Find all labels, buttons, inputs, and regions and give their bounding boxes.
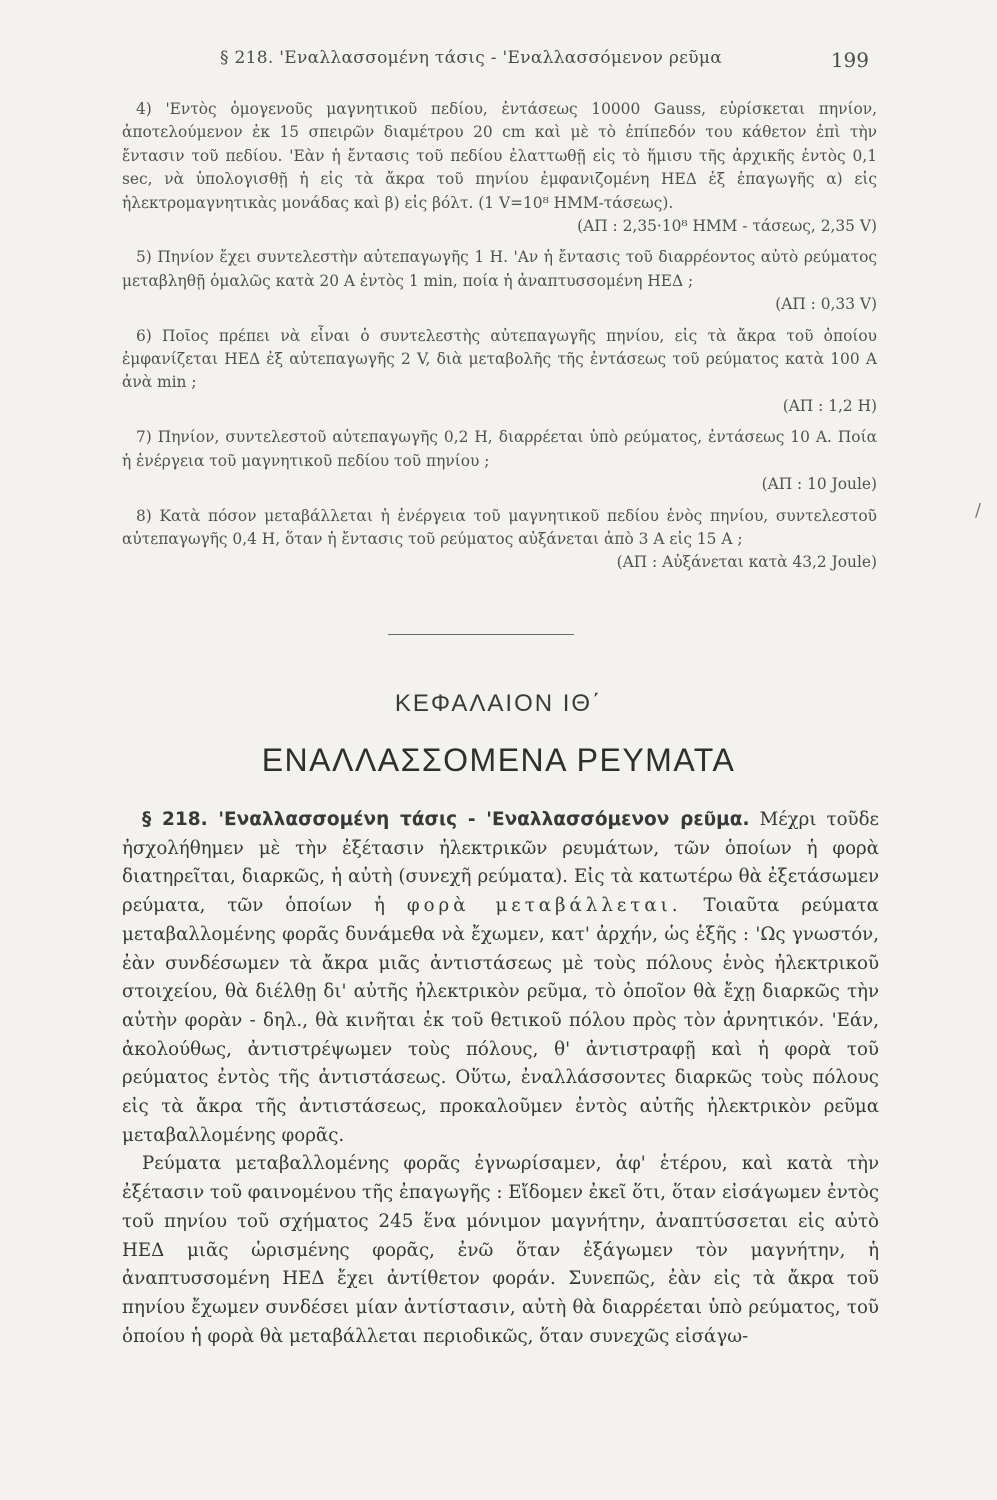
chapter-label: ΚΕΦΑΛΑΙΟΝ ΙΘ΄ xyxy=(394,690,603,717)
problem-item xyxy=(122,426,877,496)
problem-item xyxy=(122,325,877,419)
problem-text: 8) Κατὰ πόσον μεταβάλλεται ἡ ἐνέργεια τοῦ μαγνητικοῦ πεδίου ἑνὸς πηνίου, συντελεστοῦ αὐτεπαγωγῆς 0,4 Η, ὅταν ἡ ἔντασις τοῦ ρεύματος αὐξάνεται ἀπὸ 3 Α εἰς 15 Α ; xyxy=(122,506,877,548)
problem-item xyxy=(122,98,877,238)
problem-answer: (ΑΠ : 0,33 V) xyxy=(775,295,877,314)
problem-text: 6) Ποῖος πρέπει νὰ εἶναι ὁ συντελεστὴς αὐτεπαγωγῆς πηνίου, εἰς τὰ ἄκρα τοῦ ὁποίου ἐμφανίζεται ΗΕΔ ἐξ αὐτεπαγωγῆς 2 V, διὰ μεταβολῆς τῆς ἐντάσεως τοῦ ρεύματος κατὰ 100 Α ἀνὰ min ; xyxy=(122,326,877,392)
problem-answer: (ΑΠ : 10 Joule) xyxy=(761,475,877,494)
problem-answer: (ΑΠ : 1,2 Η) xyxy=(782,396,877,415)
section-paragraph xyxy=(122,1150,879,1351)
page-number: 199 xyxy=(830,48,869,72)
problem-text: 5) Πηνίον ἔχει συντελεστὴν αὐτεπαγωγῆς 1 Η. 'Αν ἡ ἔντασις τοῦ διαρρέοντος αὐτὸ ρεύματος μεταβληθῇ ὁμαλῶς κατὰ 20 Α ἐντὸς 1 min, ποία ἡ ἀναπτυσσομένη ΗΕΔ ; xyxy=(122,248,877,290)
section-divider xyxy=(388,634,574,635)
paragraph-text: Ρεύματα μεταβαλλομένης φορᾶς ἐγνωρίσαμεν, ἀφ' ἑτέρου, καὶ κατὰ τὴν ἐξέτασιν τοῦ φαινομένου τῆς ἐπαγωγῆς : Εἴδομεν ἐκεῖ ὅτι, ὅταν εἰσάγωμεν ἐντὸς τοῦ πηνίου τοῦ σχήματος 245 ἕνα μόνιμον μαγνήτην, ἀναπτύσσεται εἰς αὐτὸ ΗΕΔ μιᾶς ὡρισμένης φορᾶς, ἐνῶ ὅταν ἐξάγωμεν τὸν μαγνήτην, ἡ ἀναπτυσσομένη ΗΕΔ ἔχει ἀντίθετον φοράν. Συνεπῶς, ἐὰν εἰς τὰ ἄκρα τοῦ πηνίου ἔχωμεν συνδέσει μίαν ἀντίστασιν, αὐτὴ θὰ διαρρέεται ὑπὸ ρεύματος, τοῦ ὁποίου ἡ φορὰ θὰ μεταβάλλεται περιοδικῶς, ὅταν συνεχῶς εἰσάγω- xyxy=(122,1153,880,1347)
paragraph-text: Τοιαῦτα ρεύματα μεταβαλλομένης φορᾶς δυνάμεθα νὰ ἔχωμεν, κατ' ἀρχήν, ὡς ἑξῆς : 'Ως γνωστόν, ἐὰν συνδέσωμεν τὰ ἄκρα μιᾶς ἀντιστάσεως μὲ τοὺς πόλους ἑνὸς ἠλεκτρικοῦ στοιχείου, θὰ διέλθῃ δι' αὐτῆς ἠλεκτρικὸν ρεῦμα, τὸ ὁποῖον θὰ ἔχῃ διαρκῶς τὴν αὐτὴν φορὰν - δηλ., θὰ κινῆται ἐκ τοῦ θετικοῦ πόλου πρὸς τὸν ἀρνητικόν. 'Εάν, ἀκολούθως, ἀντιστρέψωμεν τοὺς πόλους, θ' ἀντιστραφῇ καὶ ἡ φορὰ τοῦ ρεύματος ἐντὸς τῆς ἀντιστάσεως. Οὕτω, ἐναλλάσσοντες διαρκῶς τοὺς πόλους εἰς τὰ ἄκρα τῆς ἀντιστάσεως, προκαλοῦμεν ἐντὸς αὐτῆς ἠλεκτρικὸν ρεῦμα μεταβαλλομένης φορᾶς. xyxy=(122,895,879,1146)
problem-text: 4) 'Εντὸς ὁμογενοῦς μαγνητικοῦ πεδίου, ἐντάσεως 10000 Gauss, εὑρίσκεται πηνίον, ἀποτελούμενον ἐκ 15 σπειρῶν διαμέτρου 20 cm καὶ μὲ τὸ ἐπίπεδόν του κάθετον ἐπὶ τὴν ἔντασιν τοῦ πεδίου. 'Εὰν ἡ ἔντασις τοῦ πεδίου ἐλαττωθῇ εἰς τὸ ἥμισυ τῆς ἀρχικῆς ἐντὸς 0,1 sec, νὰ ὑπολογισθῇ ἡ εἰς τὰ ἄκρα τοῦ πηνίου ἐμφανιζομένη ΗΕΔ ἐξ ἐπαγωγῆς α) εἰς ἠλεκτρομαγνητικὰς μονάδας καὶ β) εἰς βόλτ. (1 V=10⁸ ΗΜΜ-τάσεως). xyxy=(122,100,877,212)
problem-item xyxy=(122,246,877,316)
paragraph-text: Μέχρι τοῦδε ἠσχολήθημεν μὲ τὴν ἐξέτασιν ἠλεκτρικῶν ρευμάτων, τῶν ὁποίων ἡ φορὰ διατηρεῖται, διαρκῶς, ἡ αὐτὴ (συνεχῆ ρεύματα). Εἰς τὰ κατωτέρω θὰ ἐξετάσωμεν ρεύματα, τῶν ὁποίων ἡ xyxy=(122,809,879,917)
running-title: § 218. 'Εναλλασσομένη τάσις - 'Εναλλασσόμενον ρεῦμα xyxy=(220,48,723,68)
chapter-title: ΕΝΑΛΛΑΣΣΟΜΕΝΑ ΡΕΥΜΑΤΑ xyxy=(261,742,736,778)
running-header xyxy=(0,48,997,72)
margin-mark: / xyxy=(975,500,982,521)
problem-item xyxy=(122,505,877,575)
problem-answer: (ΑΠ : 2,35·10⁸ ΗΜΜ - τάσεως, 2,35 V) xyxy=(577,217,877,236)
emphasized-text: φορὰ μεταβάλλεται. xyxy=(406,895,682,917)
section-heading: § 218. 'Εναλλασσομένη τάσις - 'Εναλλασσόμενον ρεῦμα. xyxy=(142,809,750,830)
problem-text: 7) Πηνίον, συντελεστοῦ αὐτεπαγωγῆς 0,2 Η, διαρρέεται ὑπὸ ρεύματος, ἐντάσεως 10 Α. Ποία ἡ ἐνέργεια τοῦ μαγνητικοῦ πεδίου τοῦ πηνίου ; xyxy=(122,428,877,470)
problem-list xyxy=(122,98,877,583)
problem-answer: (ΑΠ : Αὐξάνεται κατὰ 43,2 Joule) xyxy=(616,553,877,572)
section-paragraph xyxy=(122,806,879,1150)
section-body xyxy=(122,806,879,1351)
